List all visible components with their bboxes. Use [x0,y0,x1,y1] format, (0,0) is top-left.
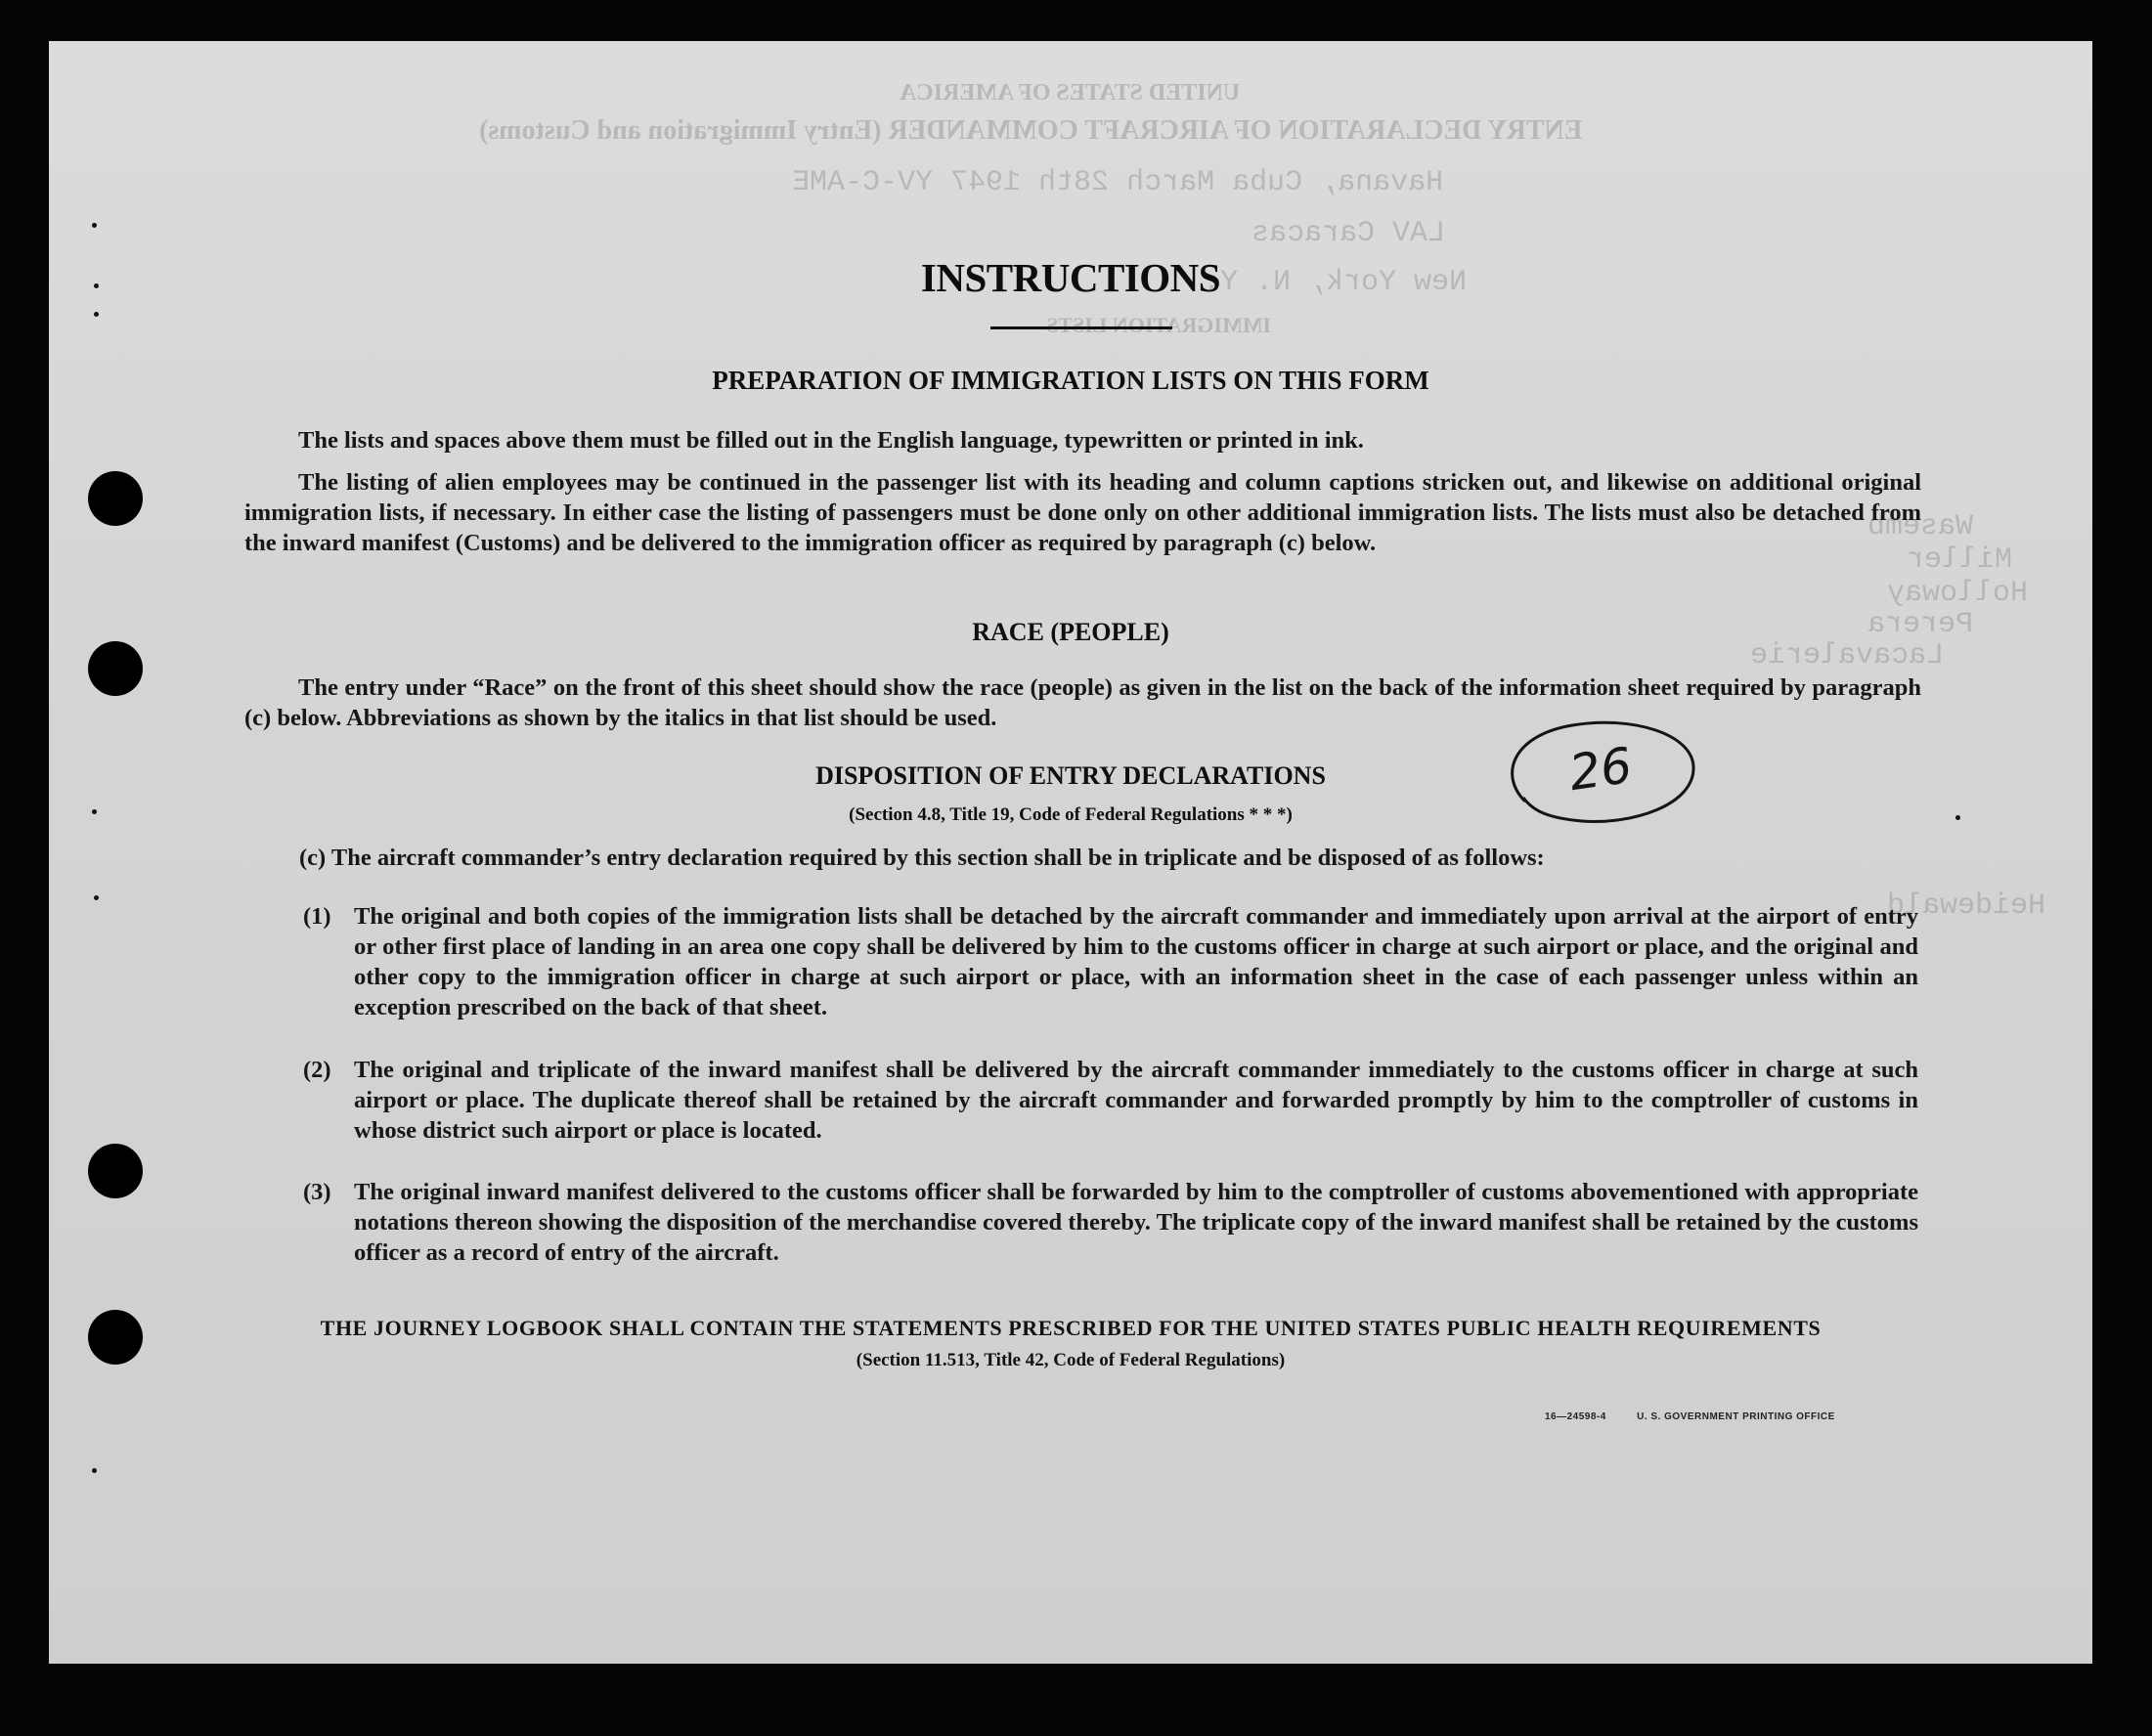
bleed-through-line: New York, N. Y. [1203,266,1468,299]
bleed-through-title: ENTRY DECLARATION OF AIRCRAFT COMMANDER (Entry Immigration and Customs) [479,115,1583,146]
paragraph-c-intro: (c) The aircraft commander’s entry declaration required by this section shall be in triplicate and be disposed of as follows: [299,845,1545,871]
speck [94,312,99,317]
title-underline [990,326,1172,329]
bleed-through-name: Perera [1867,608,1974,641]
paragraph-english-language: The lists and spaces above them must be filled out in the English language, typewritten or printed in ink. [298,427,1364,454]
paragraph-alien-employees: The listing of alien employees may be continued in the passenger list with its heading and column captions stricken out, and likewise on additional original immigration lists, if necessary. In either case the listing of passengers must be done only on other additional immigration lists. The lists must also be detached from the inward manifest (Customs) and be delivered to the immigration officer as required by paragraph (c) below. [244,469,1921,556]
list-item [305,1055,1918,1146]
bleed-through-line: IMMIGRATION LISTS [1046,313,1272,337]
list-item [305,901,1918,1022]
punch-hole [88,471,143,526]
speck [92,1468,97,1473]
handwritten-number: 26 [1565,736,1636,803]
section-heading-race: RACE (PEOPLE) [972,618,1169,646]
footer-heading: THE JOURNEY LOGBOOK SHALL CONTAIN THE STATEMENTS PRESCRIBED FOR THE UNITED STATES PUBLIC HEALTH REQUIREMENTS [320,1316,1822,1340]
list-item-text: The original and triplicate of the inward manifest shall be delivered by the aircraft commander immediately to the customs officer in charge at such airport or place. The duplicate thereof shall be retained by the aircraft commander and forwarded promptly by him to the comptroller of customs in whose district such airport or place is located. [354,1057,1918,1144]
speck [92,223,97,228]
bleed-through-name: Lacavalerie [1750,639,1945,673]
bleed-through-line: LAV Caracas [1252,217,1446,250]
list-item-text: The original and both copies of the immigration lists shall be detached by the aircraft commander and immediately upon arrival at the airport of entry or other first place of landing in an area one copy shall be delivered by him to the customs officer in charge at such airport or place, and the original and other copy to the immigration officer in charge at such airport or place, with an information sheet in the case of each passenger unless within an exception prescribed on the back of that sheet. [354,903,1918,1020]
bleed-through-name: Miller [1907,543,2013,577]
punch-hole [88,641,143,696]
list-item-number: (1) [303,903,331,930]
list-item-number: (2) [303,1057,331,1083]
printer-name: U. S. GOVERNMENT PRINTING OFFICE [1637,1411,1835,1422]
page-title: INSTRUCTIONS [920,255,1221,300]
punch-hole [88,1144,143,1198]
list-item [305,1177,1918,1268]
disposition-citation: (Section 4.8, Title 19, Code of Federal Regulations * * *) [849,804,1293,825]
paragraph-race: The entry under “Race” on the front of this sheet should show the race (people) as given in the list on the back of the information sheet required by paragraph (c) below. Abbreviations as shown by the italics in that list should be used. [244,674,1921,731]
bleed-through-name: Heidewald [1887,890,2046,923]
bleed-through-name: Holloway [1887,577,2029,610]
footer-citation: (Section 11.513, Title 42, Code of Federal Regulations) [856,1350,1286,1370]
list-item-number: (3) [303,1179,331,1205]
form-number: 16—24598-4 [1545,1411,1606,1422]
bleed-through-heading: UNITED STATES OF AMERICA [900,80,1241,106]
section-heading-disposition: DISPOSITION OF ENTRY DECLARATIONS [815,761,1326,790]
printer-imprint [1545,1411,1863,1422]
document-sheet [49,41,2092,1664]
bleed-through-line: Havana, Cuba March 28th 1947 YV-C-AME [792,166,1444,199]
bleed-through-name: Wasemb [1867,510,1974,543]
section-heading-preparation: PREPARATION OF IMMIGRATION LISTS ON THIS FORM [712,366,1429,395]
list-item-text: The original inward manifest delivered to the customs officer shall be forwarded by him to the comptroller of customs abovementioned with appropriate notations thereon showing the disposition of the merchandise covered thereby. The triplicate copy of the inward manifest shall be retained by the customs officer as a record of entry of the aircraft. [354,1179,1919,1266]
speck [94,895,99,900]
